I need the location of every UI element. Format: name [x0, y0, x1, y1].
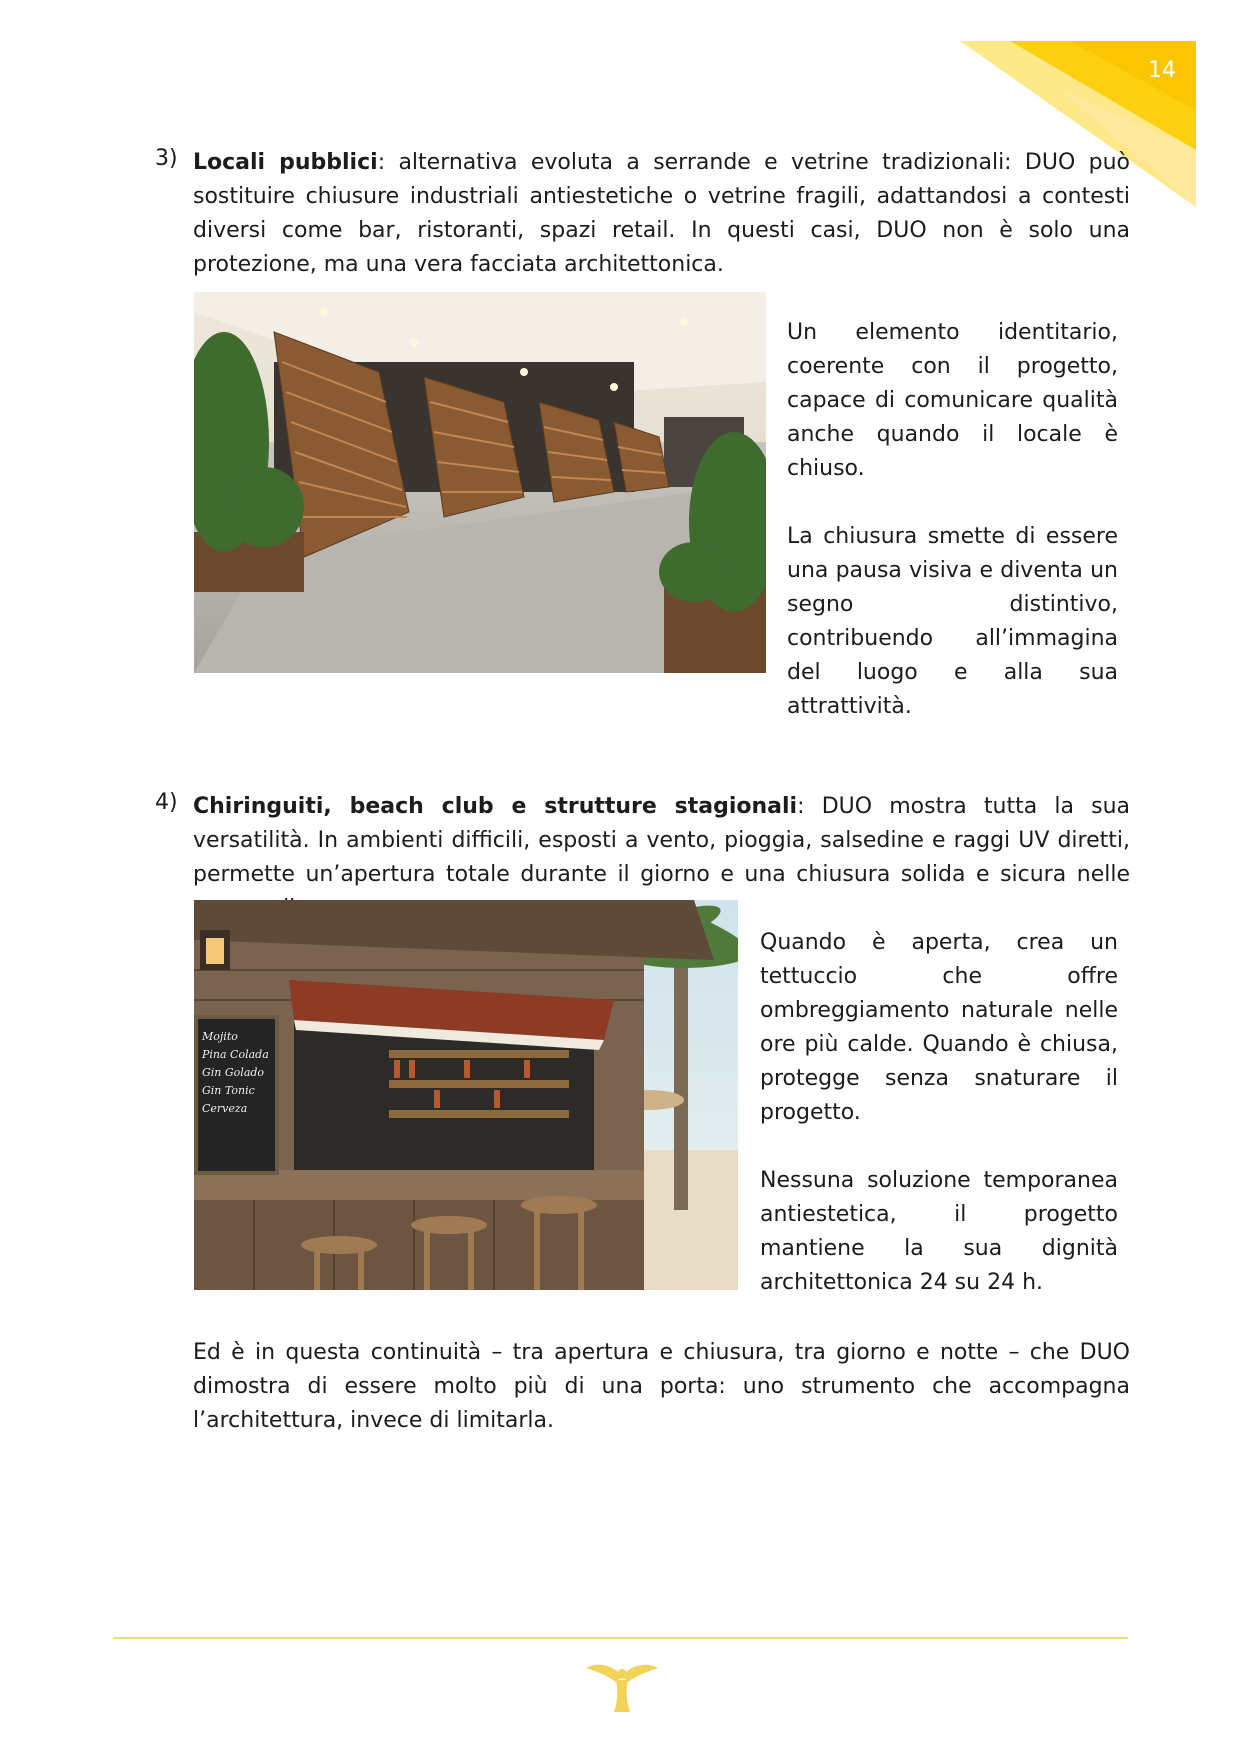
- section-side-text: [760, 926, 1118, 1300]
- chalkboard-item: Cerveza: [202, 1102, 248, 1115]
- side-paragraph: Un elemento identitario, coerente con il progetto, capace di comunicare qualità anche quando il locale è chiuso.: [787, 320, 1118, 481]
- section-intro-text: : DUO mostra tutta la sua versatilità. In ambienti difficili, esposti a vento, pioggia, salsedine e raggi UV diretti, permette un’apertura totale durante il giorno e una chiusura solida e sicura nelle: [193, 794, 1131, 887]
- chalkboard-item: Mojito: [202, 1030, 238, 1043]
- section-number: 4): [155, 790, 178, 815]
- brand-logo-icon: [584, 1660, 660, 1716]
- chalkboard-item: Gin Tonic: [202, 1084, 255, 1097]
- side-paragraph: La chiusura smette di essere una pausa visiva e diventa un segno distintivo, contribuendo all’immagina del luogo e alla sua attrattività.: [787, 524, 1118, 719]
- photo-retail-gallery: [194, 292, 766, 673]
- section-number: 3): [155, 146, 178, 171]
- footer-rule: [113, 1637, 1128, 1639]
- side-paragraph: Quando è aperta, crea un tettuccio che offre ombreggiamento naturale nelle ore più calde. Quando è chiusa, protegge senza snaturare il progetto.: [760, 930, 1118, 1125]
- section-side-text: [787, 316, 1118, 724]
- photo-beach-bar: [194, 900, 738, 1290]
- section-heading: Chiringuiti, beach club e strutture stagionali: [193, 794, 798, 819]
- chalkboard-item: Gin Golado: [202, 1066, 265, 1079]
- side-paragraph: Nessuna soluzione temporanea antiestetica, il progetto mantiene la sua dignità architettonica 24 su 24 h.: [760, 1168, 1118, 1295]
- section-heading: Locali pubblici: [193, 150, 378, 175]
- section-locali-pubblici: [155, 146, 1130, 282]
- page-number: 14: [1148, 58, 1176, 83]
- chalkboard-item: Pina Colada: [202, 1048, 269, 1061]
- chalkboard-menu: [202, 1028, 274, 1118]
- closing-paragraph: Ed è in questa continuità – tra apertura e chiusura, tra giorno e notte – che DUO dimostra di essere molto più di una porta: uno strumento che accompagna l’architettura, invece di limitarla.: [193, 1340, 1130, 1433]
- section-intro: [193, 146, 1130, 282]
- section-intro-text: : alternativa evoluta a serrande e vetrine tradizionali: DUO può sostituire chiusure industriali antiestetiche o vetrine fragili, adattandosi a contesti diversi come bar, ristoranti, spazi retail. In questi casi, DUO non è solo una protezione, ma una vera facciata architettonica.: [193, 150, 1130, 277]
